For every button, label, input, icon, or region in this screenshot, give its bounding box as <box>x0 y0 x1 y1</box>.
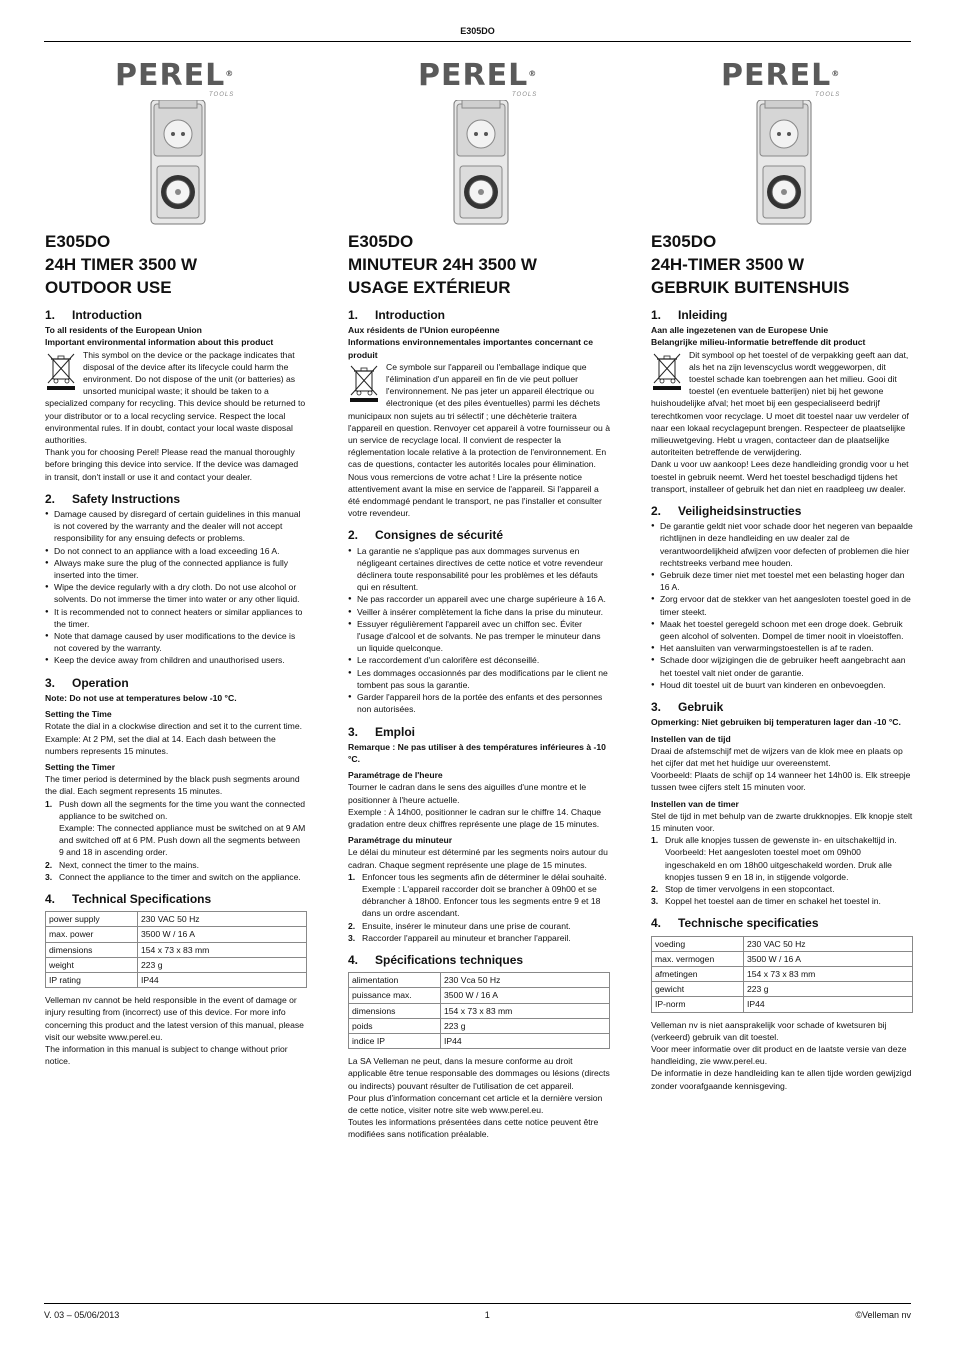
spec-row <box>652 982 913 997</box>
setting-time-example: Example: At 2 PM, set the dial at 14. Each dash between the numbers represents 15 minutes. <box>45 733 276 756</box>
step-text: Druk alle knopjes tussen de gewenste in- en uitschakeltijd in. <box>665 835 897 846</box>
spec-label: max. vermogen <box>652 951 744 966</box>
spec-label: afmetingen <box>652 966 744 981</box>
product-code: E305DO <box>651 232 717 251</box>
thank-you-text: Dank u voor uw aankoop! Lees deze handleiding grondig voor u het toestel in gebruik neemt. Werd het toestel beschadigd tijdens het transport, installeer of gebruik het dan niet en raadpleeg uw dealer. <box>651 459 909 494</box>
language-column-2 <box>651 56 913 1092</box>
closing-note: The information in this manual is subject to change without prior notice. <box>45 1043 288 1067</box>
recycle-bin-crossed-icon <box>45 351 79 391</box>
spec-label: dimensions <box>46 942 138 957</box>
section-heading-1: 1. Introduction <box>348 308 445 322</box>
spec-value: 223 g <box>138 957 307 972</box>
spec-value: 3500 W / 16 A <box>138 927 307 942</box>
step-text: Raccorder l'appareil au minuteur et brancher l'appareil. <box>362 932 571 943</box>
step-text: Ensuite, insérer le minuteur dans une prise de courant. <box>362 920 571 931</box>
safety-item: ● Maak het toestel geregeld schoon met een droge doek. Gebruik geen alcohol of solventen. Dompel de timer nooit in vloeistoffen. <box>651 618 913 642</box>
section-heading-2: 2. Safety Instructions <box>45 491 181 506</box>
spec-value: 3500 W / 16 A <box>441 988 610 1003</box>
logo-tools-text: TOOLS <box>815 92 841 98</box>
spec-row <box>46 912 307 927</box>
spec-value: 230 Vca 50 Hz <box>441 973 610 988</box>
safety-item: ● Veiller à insérer complètement la fiche dans la prise du minuteur. <box>348 606 610 618</box>
setting-timer-heading: Setting the Timer <box>45 761 116 772</box>
step-text: Voorbeeld: Het aangesloten toestel moet om 09h00 ingeschakeld en om 18h00 uitgeschakeld worden. Druk alle knopjes tussen 9 en 18 in, in stijgende volgorde. <box>665 847 892 882</box>
env-info-title: Belangrijke milieu-informatie betreffende dit product <box>651 337 866 348</box>
spec-label: dimensions <box>349 1003 441 1018</box>
spec-label: gewicht <box>652 982 744 997</box>
eu-residents-text: Aux résidents de l'Union européenne <box>348 325 500 336</box>
closing-notes <box>651 1019 913 1092</box>
spec-row <box>349 1018 610 1033</box>
step-number: 2. <box>651 883 659 894</box>
setting-time-heading: Instellen van de tijd <box>651 733 731 744</box>
page-footer <box>44 1303 911 1320</box>
section-heading-4: 4. Spécifications techniques <box>348 952 524 967</box>
product-title <box>651 230 913 299</box>
step-item <box>651 834 913 883</box>
thank-you-text: Nous vous remercions de votre achat ! Lire la présente notice attentivement avant la mise en service de l'appareil. Si l'appareil a été endommagé pendant le transport, ne pas l'installer et consulter votre revendeur. <box>348 471 602 519</box>
spec-value: 223 g <box>441 1018 610 1033</box>
steps-list <box>45 798 307 883</box>
spec-label: puissance max. <box>349 988 441 1003</box>
section-heading-3: 3. Operation <box>45 675 129 690</box>
safety-item: ● Keep the device away from children and unauthorised users. <box>45 654 307 666</box>
step-text: Koppel het toestel aan de timer en schakel het toestel in. <box>665 896 881 907</box>
product-usage: OUTDOOR USE <box>45 278 172 297</box>
step-text: Exemple : L'appareil raccorder doit se brancher à 09h00 et se débrancher à 18h00. Enfoncer tous les segments entre 9 et 18 dans un ordre ascendant. <box>362 883 601 919</box>
spec-value: IP44 <box>441 1033 610 1048</box>
perel-logo: PEREL® <box>115 58 235 93</box>
step-item <box>45 871 307 883</box>
product-name: 24H TIMER 3500 W <box>45 255 198 274</box>
spec-value: IP44 <box>744 997 913 1012</box>
perel-logo: PEREL® <box>721 58 841 93</box>
step-number: 2. <box>348 920 356 931</box>
closing-note: Pour plus d'information concernant cet article et la dernière version de cette notice, visiter notre site web www.perel.eu. <box>348 1092 603 1115</box>
spec-value: 3500 W / 16 A <box>744 951 913 966</box>
brand-block <box>348 56 610 226</box>
step-text: Example: The connected appliance must be switched on at 9 AM and switched off at 6 PM. Push down all the segments between 9 and 18 in ascending order. <box>59 822 306 858</box>
setting-timer-heading: Paramétrage du minuteur <box>348 835 453 846</box>
safety-item: ● It is recommended not to connect heaters or similar appliances to the timer. <box>45 606 307 630</box>
page-number: 1 <box>484 1310 490 1320</box>
env-info-text: This symbol on the device or the package indicates that disposal of the device after its lifecycle could harm the environment. Do not dispose of the unit (or batteries) as unsorted municipal waste; it should be taken to a specialized company for recycling. This device should be returned to your distributor or to a local recycling service. Respect the local environmental rules. If in doubt, contact your local waste disposal authorities. <box>45 349 306 446</box>
setting-time-heading: Paramétrage de l'heure <box>348 770 443 781</box>
setting-time-heading: Setting the Time <box>45 709 112 720</box>
safety-item: ● Note that damage caused by user modifications to the device is not covered by the warranty. <box>45 630 307 654</box>
step-text: Push down all the segments for the time you want the connected appliance to be switched on. <box>59 798 306 821</box>
spec-row <box>652 951 913 966</box>
page-header <box>44 26 911 42</box>
spec-label: IP-norm <box>652 997 744 1012</box>
safety-item: ● Garder l'appareil hors de la portée des enfants et des personnes non autorisées. <box>348 691 610 715</box>
steps-list <box>651 834 913 907</box>
step-number: 1. <box>348 871 356 882</box>
timer-device-image <box>452 100 510 226</box>
safety-item: ● Les dommages occasionnés par des modifications par le client ne tombent pas sous la garantie. <box>348 667 610 691</box>
eu-residents-text: Aan alle ingezetenen van de Europese Unie <box>651 325 829 336</box>
spec-row <box>46 972 307 987</box>
spec-value: IP44 <box>138 972 307 987</box>
section-heading-3: 3. Gebruik <box>651 700 724 715</box>
spec-label: max. power <box>46 927 138 942</box>
env-info-title: Important environmental information about this product <box>45 337 274 348</box>
brand-block <box>651 56 913 226</box>
safety-item: ● Damage caused by disregard of certain guidelines in this manual is not covered by the warranty and the dealer will not accept responsibility for any ensuing defects or problems. <box>45 508 307 545</box>
product-title <box>45 230 307 299</box>
step-text: Stop de timer vervolgens in een stopcontact. <box>665 883 835 894</box>
safety-list <box>45 508 307 667</box>
language-column-1 <box>348 56 610 1141</box>
section-heading-1: 1. Inleiding <box>651 308 728 322</box>
product-code: E305DO <box>45 232 111 251</box>
spec-label: voeding <box>652 936 744 951</box>
closing-note: De informatie in deze handleiding kan te allen tijde worden gewijzigd zonder voorafgaande kennisgeving. <box>651 1068 912 1091</box>
spec-table <box>651 936 913 1013</box>
version-text: V. 03 – 05/06/2013 <box>44 1310 120 1320</box>
spec-label: alimentation <box>349 973 441 988</box>
temperature-note: Opmerking: Niet gebruiken bij temperaturen lager dan -10 °C. <box>651 717 901 728</box>
eu-residents-text: To all residents of the European Union <box>45 325 202 336</box>
safety-item: ● Ne pas raccorder un appareil avec une charge supérieure à 16 A. <box>348 593 610 605</box>
safety-item: ● De garantie geldt niet voor schade door het negeren van bepaalde richtlijnen in deze handleiding en uw dealer zal de verantwoordelijkheid afwijzen voor defecten of problemen die hier rechtstreeks verband mee houden. <box>651 520 913 569</box>
safety-item: ● Zorg ervoor dat de stekker van het aangesloten toestel goed in de timer steekt. <box>651 593 913 617</box>
safety-item: ● Houd dit toestel uit de buurt van kinderen en onbevoegden. <box>651 679 913 691</box>
safety-item: ● La garantie ne s'applique pas aux dommages survenus en négligeant certaines directives de cette notice et votre revendeur déclinera toute responsabilité pour les problèmes et les défauts qui en résultent. <box>348 545 610 594</box>
closing-note: Toutes les informations présentées dans cette notice peuvent être modifiées sans notification préalable. <box>348 1117 599 1140</box>
closing-note: Voor meer informatie over dit product en de laatste versie van deze handleiding, zie www.perel.eu. <box>651 1043 907 1067</box>
perel-logo: PEREL® <box>418 58 538 93</box>
section-heading-4: 4. Technical Specifications <box>45 891 212 906</box>
setting-timer-text: The timer period is determined by the black push segments around the dial. Each segment represents 15 minutes. <box>45 774 300 797</box>
setting-timer-text: Le délai du minuteur est déterminé par les segments noirs autour du cadran. Chaque segment représente une plage de 15 minutes. <box>348 847 608 870</box>
spec-table <box>45 911 307 988</box>
spec-value: 223 g <box>744 982 913 997</box>
env-info-block <box>651 349 913 459</box>
thank-you-text: Thank you for choosing Perel! Please read the manual thoroughly before bringing this device into service. If the device was damaged in transit, don't install or use it and contact your dealer. <box>45 447 299 482</box>
safety-item: ● Le raccordement d'un calorifère est déconseillé. <box>348 654 610 666</box>
safety-item: ● Always make sure the plug of the connected appliance is fully inserted into the timer. <box>45 557 307 581</box>
step-text: Connect the appliance to the timer and switch on the appliance. <box>59 871 301 882</box>
section-heading-2: 2. Consignes de sécurité <box>348 528 504 543</box>
env-info-title: Informations environnementales importantes concernant ce produit <box>348 337 593 360</box>
step-text: Enfoncer tous les segments afin de déterminer le délai souhaité. <box>362 871 607 882</box>
spec-label: indice IP <box>349 1033 441 1048</box>
step-number: 3. <box>45 871 53 882</box>
product-usage: USAGE EXTÉRIEUR <box>348 278 511 297</box>
step-item <box>348 932 610 944</box>
step-number: 3. <box>348 932 356 943</box>
step-item <box>45 859 307 871</box>
setting-time-example: Voorbeeld: Plaats de schijf op 14 wanneer het 14h00 is. Elk streepje tussen twee cijfers stelt 15 minuten voor. <box>651 770 911 793</box>
setting-time-text: Rotate the dial in a clockwise direction and set it to the current time. <box>45 721 302 732</box>
logo-tools-text: TOOLS <box>209 92 235 98</box>
spec-value: 154 x 73 x 83 mm <box>138 942 307 957</box>
spec-value: 230 VAC 50 Hz <box>138 912 307 927</box>
closing-notes <box>348 1055 610 1140</box>
steps-list <box>348 871 610 944</box>
recycle-bin-crossed-icon <box>651 351 685 391</box>
spec-row <box>349 1033 610 1048</box>
section-heading-1: 1. Introduction <box>45 308 142 322</box>
spec-row <box>349 973 610 988</box>
step-item <box>651 895 913 907</box>
step-item <box>348 871 610 920</box>
env-info-block <box>348 361 610 471</box>
spec-label: weight <box>46 957 138 972</box>
section-heading-2: 2. Veiligheidsinstructies <box>651 504 802 519</box>
temperature-note: Note: Do not use at temperatures below -10 °C. <box>45 692 237 703</box>
safety-item: ● Schade door wijzigingen die de gebruiker heeft aangebracht aan het toestel valt niet onder de garantie. <box>651 654 913 678</box>
step-number: 3. <box>651 896 659 907</box>
recycle-bin-crossed-icon <box>348 363 382 403</box>
setting-timer-text: Stel de tijd in met behulp van de zwarte drukknopjes. Elk knopje stelt 15 minuten voor. <box>651 810 913 833</box>
spec-value: 230 VAC 50 Hz <box>744 936 913 951</box>
product-usage: GEBRUIK BUITENSHUIS <box>651 278 850 297</box>
closing-note: Velleman nv cannot be held responsible in the event of damage or injury resulting from (incorrect) use of this device. For more info concerning this product and the latest version of this manual, please visit our website www.perel.eu. <box>45 995 304 1042</box>
spec-row <box>349 988 610 1003</box>
product-title <box>348 230 610 299</box>
safety-item: ● Gebruik deze timer niet met toestel met een belasting hoger dan 16 A. <box>651 569 913 593</box>
step-item <box>348 920 610 932</box>
doc-code: E305DO <box>460 26 495 36</box>
logo-tools-text: TOOLS <box>512 92 538 98</box>
section-heading-4: 4. Technische specificaties <box>651 916 819 931</box>
safety-item: ● Do not connect to an appliance with a load exceeding 16 A. <box>45 545 307 557</box>
language-column-0 <box>45 56 307 1067</box>
step-number: 1. <box>45 798 53 809</box>
spec-row <box>652 966 913 981</box>
safety-item: ● Wipe the device regularly with a dry cloth. Do not use alcohol or solvents. Do not immerse the timer into water or any other liquid. <box>45 581 307 605</box>
spec-label: IP rating <box>46 972 138 987</box>
env-info-text: Dit symbool op het toestel of de verpakking geeft aan dat, als het na zijn levenscyclus wordt weggeworpen, dit toestel schade kan toebrengen aan het milieu. Gooi dit toestel (en eventuele batterijen) niet bij het gewone huishoudelijke afval; het moet bij een gespecialiseerd bedrijf terechtkomen voor recyclage. U moet dit toestel naar uw verdeler of naar een lokaal recyclagepunt brengen. Respecteer de plaatselijke milieuwetgeving. Hebt u vragen, contacteer dan de plaatselijke autoriteiten betreffende de verwijdering. <box>651 349 909 458</box>
step-number: 1. <box>651 835 659 846</box>
product-code: E305DO <box>348 232 414 251</box>
spec-row <box>46 957 307 972</box>
step-item <box>45 798 307 859</box>
brand-block <box>45 56 307 226</box>
closing-notes <box>45 994 307 1067</box>
step-item <box>651 883 913 895</box>
setting-time-text: Tourner le cadran dans le sens des aiguilles d'une montre et le positionner à l'heure actuelle. <box>348 782 587 805</box>
step-number: 2. <box>45 859 53 870</box>
product-name: 24H-TIMER 3500 W <box>651 255 805 274</box>
temperature-note: Remarque : Ne pas utiliser à des températures inférieures à -10 °C. <box>348 741 606 764</box>
closing-note: Velleman nv is niet aansprakelijk voor schade of kwetsuren bij (verkeerd) gebruik van dit toestel. <box>651 1019 887 1042</box>
timer-device-image <box>755 100 813 226</box>
safety-list <box>651 520 913 691</box>
timer-device-image <box>149 100 207 226</box>
setting-timer-heading: Instellen van de timer <box>651 798 739 809</box>
safety-item: ● Essuyer régulièrement l'appareil avec un chiffon sec. Éviter l'usage d'alcool et de solvants. Ne pas tremper le minuteur dans un liquide quelconque. <box>348 618 610 655</box>
spec-row <box>652 997 913 1012</box>
product-name: MINUTEUR 24H 3500 W <box>348 255 537 274</box>
spec-label: power supply <box>46 912 138 927</box>
spec-row <box>349 1003 610 1018</box>
spec-value: 154 x 73 x 83 mm <box>744 966 913 981</box>
spec-value: 154 x 73 x 83 mm <box>441 1003 610 1018</box>
closing-note: La SA Velleman ne peut, dans la mesure conforme au droit applicable être tenue responsable des dommages ou lésions (directs ou indirects) pouvant résulter de l'utilisation de cet appareil. <box>348 1056 610 1091</box>
section-heading-3: 3. Emploi <box>348 724 416 739</box>
copyright-text: ©Velleman nv <box>855 1310 911 1320</box>
safety-item: ● Het aansluiten van verwarmingstoestellen is af te raden. <box>651 642 913 654</box>
spec-row <box>652 936 913 951</box>
spec-row <box>46 927 307 942</box>
setting-time-example: Exemple : À 14h00, positionner le cadran sur le chiffre 14. Chaque gradation entre deux chiffres représente une plage de 15 minutes. <box>348 806 602 829</box>
spec-row <box>46 942 307 957</box>
safety-list <box>348 545 610 716</box>
setting-time-text: Draai de afstemschijf met de wijzers van de klok mee en plaats op het cijfer dat met het huidige uur overeenstemt. <box>651 745 903 768</box>
env-info-block <box>45 349 307 447</box>
spec-label: poids <box>349 1018 441 1033</box>
spec-table <box>348 972 610 1049</box>
env-info-text: Ce symbole sur l'appareil ou l'emballage indique que l'élimination d'un appareil en fin de vie peut polluer l'environnement. Ne pas jeter un appareil électrique ou électronique (et des piles éventuelles) parmi les déchets municipaux non sujets au tri sélectif ; une déchèterie traitera l'appareil en question. Renvoyer cet appareil à votre fournisseur ou à un service de recyclage local. Il convient de respecter la réglementation locale relative à la protection de l'environnement. En cas de questions, contacter les autorités locales pour élimination. <box>348 361 610 470</box>
step-text: Next, connect the timer to the mains. <box>59 859 199 870</box>
